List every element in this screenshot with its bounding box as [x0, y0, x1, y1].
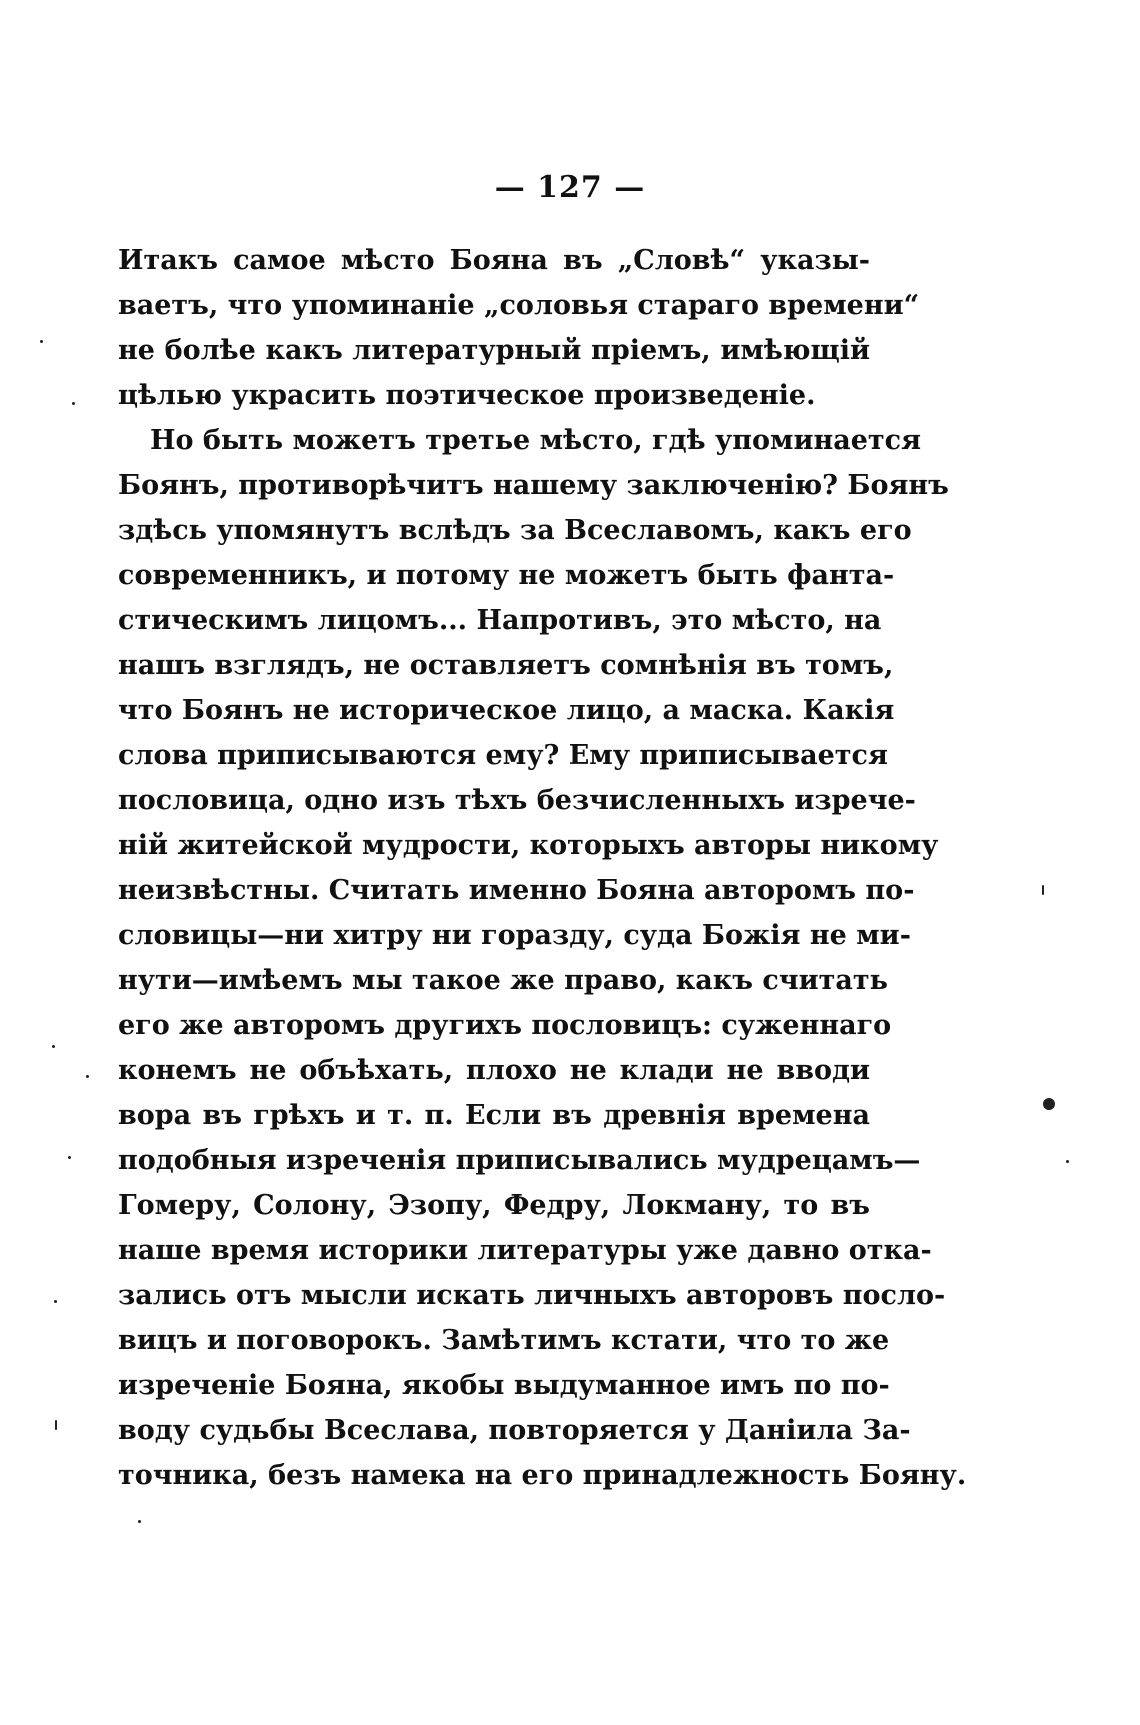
- text-line: изреченіе Бояна, якобы выдуманное имъ по по-: [118, 1370, 890, 1401]
- scan-speck: [72, 402, 75, 405]
- text-line: его же авторомъ другихъ пословицъ: суженнаго: [118, 1010, 892, 1041]
- text-line: конемъ не объѣхать, плохо не клади не вводи: [118, 1055, 870, 1086]
- text-line: пословица, одно изъ тѣхъ безчисленныхъ изрече-: [118, 785, 916, 816]
- text-line: здѣсь упомянутъ вслѣдъ за Всеславомъ, какъ его: [118, 515, 912, 546]
- text-line: не болѣе какъ литературный пріемъ, имѣющій: [118, 335, 870, 366]
- text-line: нути—имѣемъ мы такое же право, какъ считать: [118, 965, 888, 996]
- scan-speck: [40, 340, 43, 343]
- text-line: вора въ грѣхъ и т. п. Если въ древнія времена: [118, 1100, 870, 1131]
- text-line: зались отъ мысли искать личныхъ авторовъ посло-: [118, 1280, 946, 1311]
- scan-speck: [52, 1045, 55, 1048]
- text-line: Гомеру, Солону, Эзопу, Федру, Локману, то въ: [118, 1190, 870, 1221]
- scan-speck: [1042, 885, 1044, 895]
- text-line: нашъ взглядъ, не оставляетъ сомнѣнія въ томъ,: [118, 650, 894, 681]
- text-line: цѣлью украсить поэтическое произведеніе.: [118, 380, 816, 411]
- text-line: ваетъ, что упоминаніе „соловья стараго времени“: [118, 290, 920, 321]
- scan-speck: [55, 1420, 57, 1430]
- text-line: Боянъ, противорѣчитъ нашему заключенію? Боянъ: [118, 470, 949, 501]
- scan-speck: [54, 1300, 57, 1303]
- page-number: — 127 —: [494, 170, 646, 205]
- text-line: подобныя изреченія приписывались мудрецамъ—: [118, 1145, 921, 1176]
- scan-speck: [68, 1156, 71, 1159]
- text-line: современникъ, и потому не можетъ быть фанта-: [118, 560, 895, 591]
- scan-speck: [1066, 1160, 1069, 1163]
- text-line: неизвѣстны. Считать именно Бояна авторомъ по-: [118, 875, 915, 906]
- text-line: наше время историки литературы уже давно отка-: [118, 1235, 932, 1266]
- text-line: слова приписываются ему? Ему приписывается: [118, 740, 888, 771]
- text-line: точника, безъ намека на его принадлежность Бояну.: [118, 1460, 967, 1491]
- text-line: вицъ и поговорокъ. Замѣтимъ кстати, что то же: [118, 1325, 890, 1356]
- scan-speck: [138, 1520, 141, 1523]
- text-line: что Боянъ не историческое лицо, а маска. Какія: [118, 695, 895, 726]
- text-line: словицы—ни хитру ни горазду, суда Божія не ми-: [118, 920, 911, 951]
- text-line: воду судьбы Всеслава, повторяется у Даніила За-: [118, 1415, 911, 1446]
- scan-speck: [86, 1075, 89, 1078]
- text-line: ній житейской мудрости, которыхъ авторы никому: [118, 830, 939, 861]
- body-text: [118, 238, 967, 1498]
- text-line: Но быть можетъ третье мѣсто, гдѣ упоминается: [150, 425, 922, 456]
- text-line: Итакъ самое мѣсто Бояна въ „Словѣ“ указы-: [118, 245, 870, 276]
- scan-speck: [1043, 1098, 1055, 1110]
- text-line: стическимъ лицомъ... Напротивъ, это мѣсто, на: [118, 605, 882, 636]
